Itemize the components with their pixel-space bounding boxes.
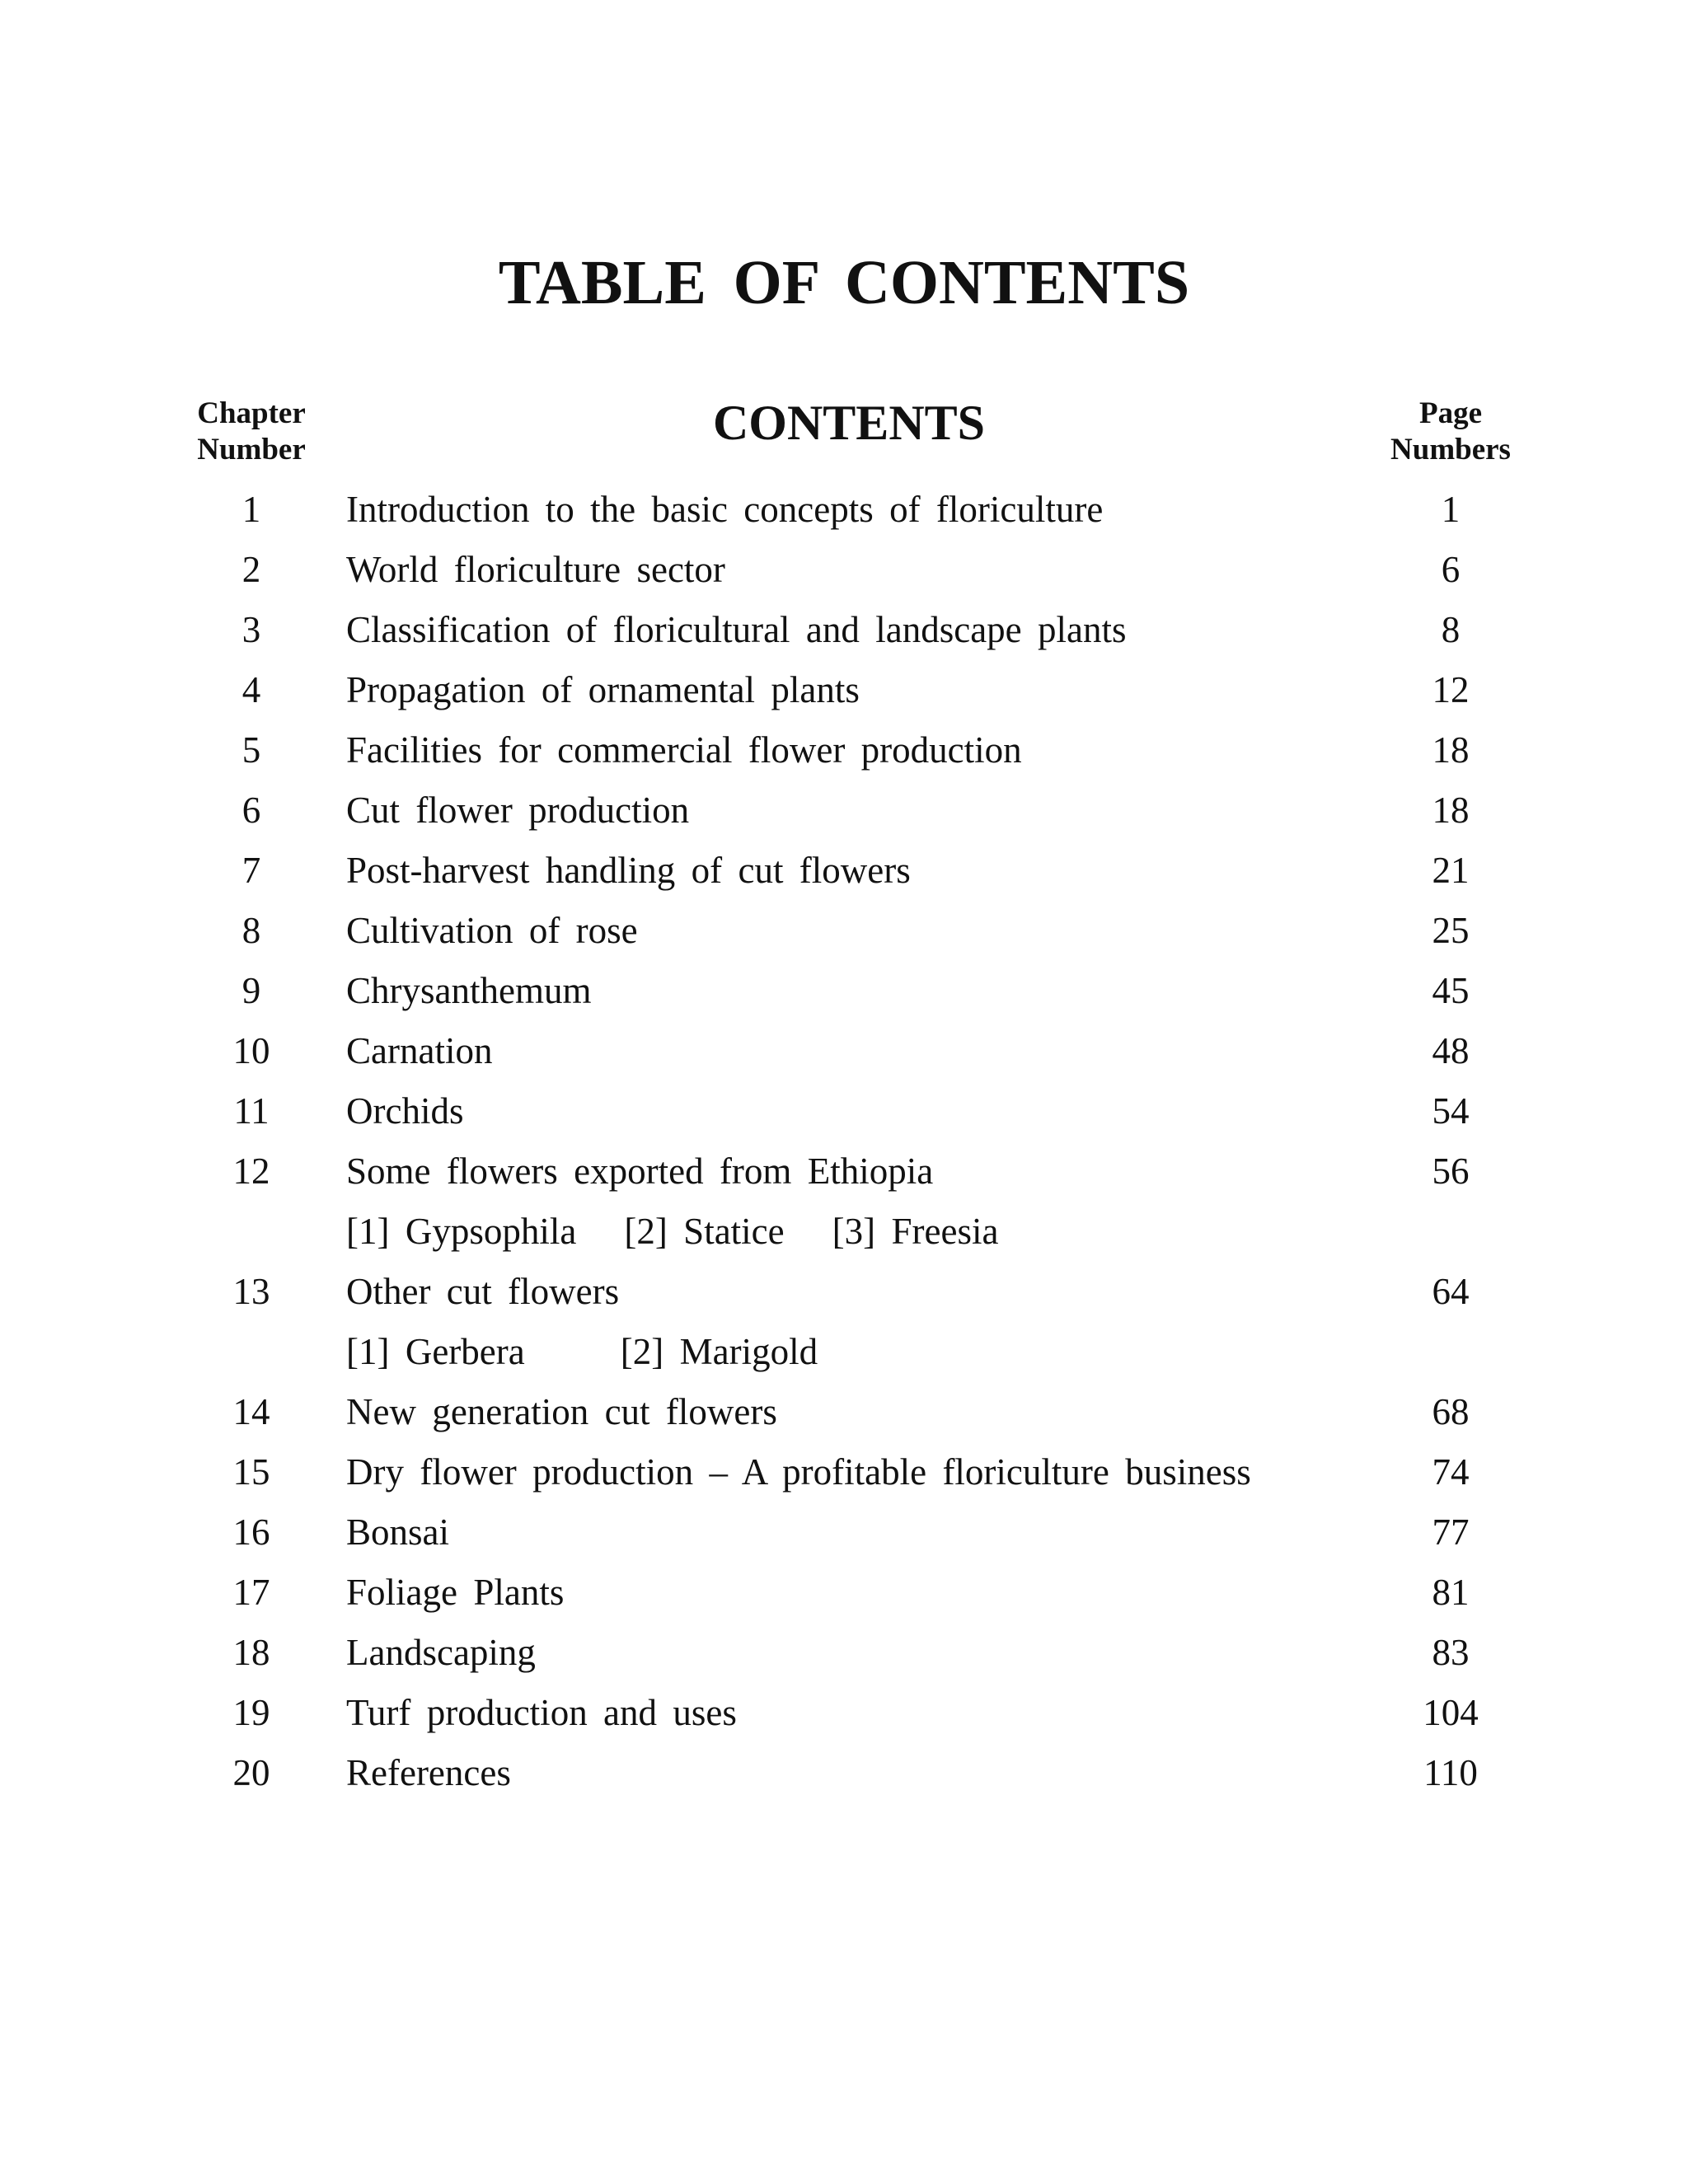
chapter-number: 20 xyxy=(232,1752,270,1793)
chapter-number: 15 xyxy=(232,1451,270,1493)
toc-row xyxy=(0,1267,1688,1327)
page-number: 18 xyxy=(1432,729,1470,771)
page-number: 64 xyxy=(1432,1271,1470,1312)
chapter-number: 17 xyxy=(232,1572,270,1613)
page-number: 104 xyxy=(1423,1692,1479,1733)
chapter-number: 12 xyxy=(232,1151,270,1192)
chapter-title: Cultivation of rose xyxy=(346,910,638,951)
chapter-number: 2 xyxy=(241,549,261,590)
toc-row xyxy=(0,785,1688,846)
page-number: 48 xyxy=(1432,1030,1470,1071)
chapter-title: Dry flower production – A profitable floriculture business xyxy=(346,1451,1251,1493)
chapter-number: 4 xyxy=(241,669,261,710)
page-number: 25 xyxy=(1432,910,1470,951)
page-number: 68 xyxy=(1432,1391,1470,1432)
chapter-title: Introduction to the basic concepts of floriculture xyxy=(346,489,1104,530)
page-number: 56 xyxy=(1432,1151,1470,1192)
toc-list xyxy=(0,485,1688,1808)
page-number: 1 xyxy=(1441,489,1461,530)
page-number: 8 xyxy=(1441,609,1461,650)
toc-row xyxy=(0,605,1688,665)
toc-row xyxy=(0,1628,1688,1688)
toc-row xyxy=(0,1748,1688,1808)
chapter-title: Foliage Plants xyxy=(346,1572,565,1613)
page-number: 110 xyxy=(1423,1752,1478,1793)
chapter-title: References xyxy=(346,1752,511,1793)
chapter-number: 9 xyxy=(241,970,261,1011)
chapter-title: Landscaping xyxy=(346,1632,536,1673)
chapter-title: Some flowers exported from Ethiopia xyxy=(346,1151,934,1192)
chapter-title: Carnation xyxy=(346,1030,493,1071)
chapter-title: Post-harvest handling of cut flowers xyxy=(346,850,911,891)
page-number: 12 xyxy=(1432,669,1470,710)
chapter-title: Classification of floricultural and landscape plants xyxy=(346,609,1127,650)
chapter-number: 1 xyxy=(241,489,261,530)
toc-row xyxy=(0,1507,1688,1568)
chapter-header-line1: Chapter xyxy=(197,396,306,430)
toc-row xyxy=(0,1086,1688,1146)
chapter-number: 16 xyxy=(232,1511,270,1553)
chapter-title: New generation cut flowers xyxy=(346,1391,777,1432)
toc-row xyxy=(0,545,1688,605)
page-number: 21 xyxy=(1432,850,1470,891)
chapter-number: 13 xyxy=(232,1271,270,1312)
contents-header: CONTENTS xyxy=(712,396,986,450)
chapter-number: 8 xyxy=(241,910,261,951)
chapter-title: [1] Gerbera [2] Marigold xyxy=(346,1331,818,1372)
toc-row xyxy=(0,665,1688,725)
page-number: 83 xyxy=(1432,1632,1470,1673)
chapter-number: 14 xyxy=(232,1391,270,1432)
toc-row xyxy=(0,725,1688,785)
toc-row xyxy=(0,485,1688,545)
page-numbers-header xyxy=(1368,396,1533,468)
toc-row xyxy=(0,1146,1688,1207)
toc-row xyxy=(0,1207,1688,1267)
toc-row xyxy=(0,1568,1688,1628)
chapter-number: 19 xyxy=(232,1692,270,1733)
toc-row xyxy=(0,1447,1688,1507)
chapter-number: 7 xyxy=(241,850,261,891)
toc-row xyxy=(0,1387,1688,1447)
toc-row xyxy=(0,966,1688,1026)
page-number: 18 xyxy=(1432,790,1470,831)
page-title: TABLE OF CONTENTS xyxy=(498,248,1190,317)
chapter-title: Other cut flowers xyxy=(346,1271,620,1312)
chapter-title: Propagation of ornamental plants xyxy=(346,669,860,710)
chapter-number: 11 xyxy=(233,1090,270,1132)
chapter-header-line2: Number xyxy=(197,433,306,466)
chapter-title: [1] Gypsophila [2] Statice [3] Freesia xyxy=(346,1211,999,1252)
page-number: 45 xyxy=(1432,970,1470,1011)
toc-row xyxy=(0,1026,1688,1086)
chapter-number: 3 xyxy=(241,609,261,650)
chapter-title: Facilities for commercial flower production xyxy=(346,729,1022,771)
chapter-title: World floriculture sector xyxy=(346,549,725,590)
page-number: 6 xyxy=(1441,549,1461,590)
toc-row xyxy=(0,1688,1688,1748)
page-number: 74 xyxy=(1432,1451,1470,1493)
chapter-number: 5 xyxy=(241,729,261,771)
page-header-line2: Numbers xyxy=(1390,433,1511,466)
chapter-title: Chrysanthemum xyxy=(346,970,592,1011)
page-header-line1: Page xyxy=(1418,396,1483,430)
page-number: 77 xyxy=(1432,1511,1470,1553)
chapter-title: Cut flower production xyxy=(346,790,690,831)
chapter-number: 10 xyxy=(232,1030,270,1071)
toc-row xyxy=(0,846,1688,906)
page-number: 81 xyxy=(1432,1572,1470,1613)
chapter-number: 6 xyxy=(241,790,261,831)
page-number: 54 xyxy=(1432,1090,1470,1132)
toc-row xyxy=(0,906,1688,966)
toc-row xyxy=(0,1327,1688,1387)
chapter-number: 18 xyxy=(232,1632,270,1673)
chapter-title: Turf production and uses xyxy=(346,1692,737,1733)
chapter-title: Orchids xyxy=(346,1090,464,1132)
chapter-title: Bonsai xyxy=(346,1511,450,1553)
chapter-number-header xyxy=(177,396,326,468)
